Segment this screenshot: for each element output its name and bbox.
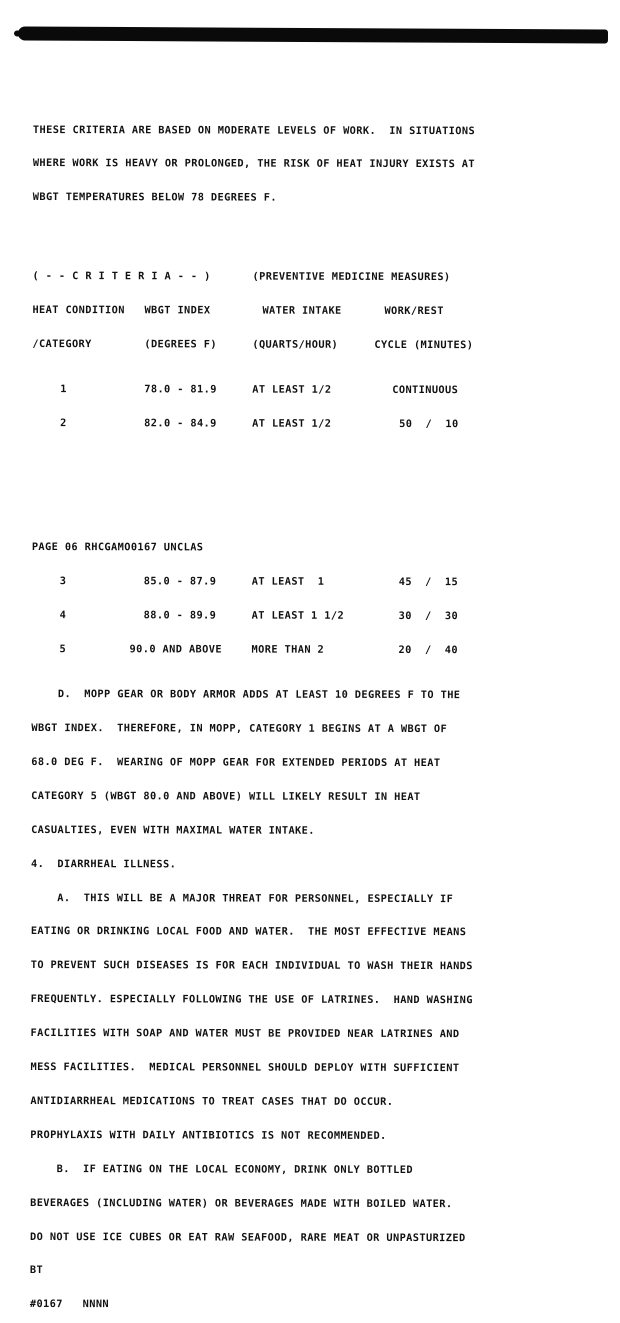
break-marker: BT bbox=[29, 1264, 44, 1277]
cell-cat: 2 bbox=[60, 417, 67, 430]
section-heading: 4. DIARRHEAL ILLNESS. bbox=[30, 857, 177, 871]
measures-label: (PREVENTIVE MEDICINE MEASURES) bbox=[252, 271, 451, 284]
cell-cat: 1 bbox=[60, 383, 67, 396]
table-row bbox=[32, 576, 597, 589]
body-line: ANTIDIARRHEAL MEDICATIONS TO TREAT CASES THAT DO OCCUR. bbox=[30, 1094, 394, 1108]
body-line: TO PREVENT SUCH DISEASES IS FOR EACH INDIVIDUAL TO WASH THEIR HANDS bbox=[30, 959, 473, 973]
criteria-label: ( - - C R I T E R I A - - ) bbox=[32, 270, 211, 283]
cell-cycle: CONTINUOUS bbox=[392, 384, 459, 397]
cell-wbgt: 85.0 - 87.9 bbox=[143, 575, 217, 588]
table-row bbox=[32, 384, 597, 397]
cell-cycle: 20 / 40 bbox=[398, 644, 458, 657]
body-line: D. MOPP GEAR OR BODY ARMOR ADDS AT LEAST 10 DEGREES F TO THE bbox=[31, 688, 461, 702]
cell-cycle: 45 / 15 bbox=[398, 576, 459, 589]
body-line: A. THIS WILL BE A MAJOR THREAT FOR PERSONNEL, ESPECIALLY IF bbox=[30, 891, 454, 905]
intro-line: THESE CRITERIA ARE BASED ON MODERATE LEVELS OF WORK. IN SITUATIONS bbox=[32, 123, 476, 137]
cell-water: MORE THAN 2 bbox=[251, 643, 325, 656]
cell-wbgt: 88.0 - 89.9 bbox=[143, 609, 217, 622]
body-line: BEVERAGES (INCLUDING WATER) OR BEVERAGES MADE WITH BOILED WATER. bbox=[30, 1196, 453, 1210]
body-line: 68.0 DEG F. WEARING OF MOPP GEAR FOR EXTENDED PERIODS AT HEAT bbox=[31, 756, 441, 770]
cell-wbgt: 82.0 - 84.9 bbox=[144, 417, 217, 430]
body-line: FREQUENTLY. ESPECIALLY FOLLOWING THE USE OF LATRINES. HAND WASHING bbox=[30, 993, 473, 1007]
body-line: CASUALTIES, EVEN WITH MAXIMAL WATER INTAKE. bbox=[31, 823, 315, 837]
body-line: FACILITIES WITH SOAP AND WATER MUST BE PROVIDED NEAR LATRINES AND bbox=[30, 1027, 460, 1041]
cell-cycle: 30 / 30 bbox=[398, 610, 459, 623]
intro-line: WHERE WORK IS HEAVY OR PROLONGED, THE RISK OF HEAT INJURY EXISTS AT bbox=[32, 157, 476, 171]
body-line: MESS FACILITIES. MEDICAL PERSONNEL SHOULD DEPLOY WITH SUFFICIENT bbox=[30, 1061, 460, 1075]
scan-artifact-bar bbox=[18, 26, 608, 43]
column-header-row bbox=[32, 339, 597, 352]
body-line: EATING OR DRINKING LOCAL FOOD AND WATER. THE MOST EFFECTIVE MEANS bbox=[30, 925, 467, 939]
criteria-header-row bbox=[33, 271, 598, 284]
table-row bbox=[32, 610, 597, 623]
col-cycle: CYCLE (MINUTES) bbox=[374, 339, 474, 352]
table-row bbox=[32, 644, 597, 657]
message-footer: #0167 NNNN bbox=[29, 1298, 110, 1311]
body-line: PROPHYLAXIS WITH DAILY ANTIBIOTICS IS NOT RECOMMENDED. bbox=[30, 1128, 387, 1142]
cell-cat: 3 bbox=[59, 575, 67, 588]
message-text bbox=[30, 102, 598, 1323]
intro-line: WBGT TEMPERATURES BELOW 78 DEGREES F. bbox=[32, 191, 277, 205]
col-water: WATER INTAKE bbox=[262, 304, 342, 318]
col-workrest: WORK/REST bbox=[384, 305, 444, 318]
cell-cycle: 50 / 10 bbox=[399, 418, 459, 431]
col-quarts: (QUARTS/HOUR) bbox=[252, 338, 339, 352]
cell-wbgt: 90.0 AND ABOVE bbox=[129, 643, 222, 656]
body-line: CATEGORY 5 (WBGT 80.0 AND ABOVE) WILL LIKELY RESULT IN HEAT bbox=[31, 789, 421, 803]
col-degrees: (DEGREES F) bbox=[144, 338, 217, 351]
cell-water: AT LEAST 1 bbox=[251, 575, 325, 589]
cell-cat: 4 bbox=[59, 609, 67, 622]
body-line: B. IF EATING ON THE LOCAL ECONOMY, DRINK ONLY BOTTLED bbox=[30, 1162, 413, 1176]
col-wbgt: WBGT INDEX bbox=[144, 304, 211, 317]
cell-water: AT LEAST 1/2 bbox=[252, 417, 332, 431]
col-category: /CATEGORY bbox=[32, 338, 92, 351]
cell-wbgt: 78.0 - 81.9 bbox=[144, 383, 217, 396]
page-header: PAGE 06 RHCGAMO0167 UNCLAS bbox=[31, 541, 204, 554]
col-heat-condition: HEAT CONDITION bbox=[32, 304, 125, 317]
cell-water: AT LEAST 1/2 bbox=[252, 383, 332, 397]
cell-water: AT LEAST 1 1/2 bbox=[251, 609, 345, 622]
body-line: DO NOT USE ICE CUBES OR EAT RAW SEAFOOD, RARE MEAT OR UNPASTURIZED bbox=[30, 1230, 466, 1244]
table-row bbox=[32, 418, 597, 431]
cell-cat: 5 bbox=[59, 643, 67, 656]
body-line: WBGT INDEX. THEREFORE, IN MOPP, CATEGORY 1 BEGINS AT A WBGT OF bbox=[31, 722, 448, 736]
column-header-row bbox=[32, 305, 597, 318]
